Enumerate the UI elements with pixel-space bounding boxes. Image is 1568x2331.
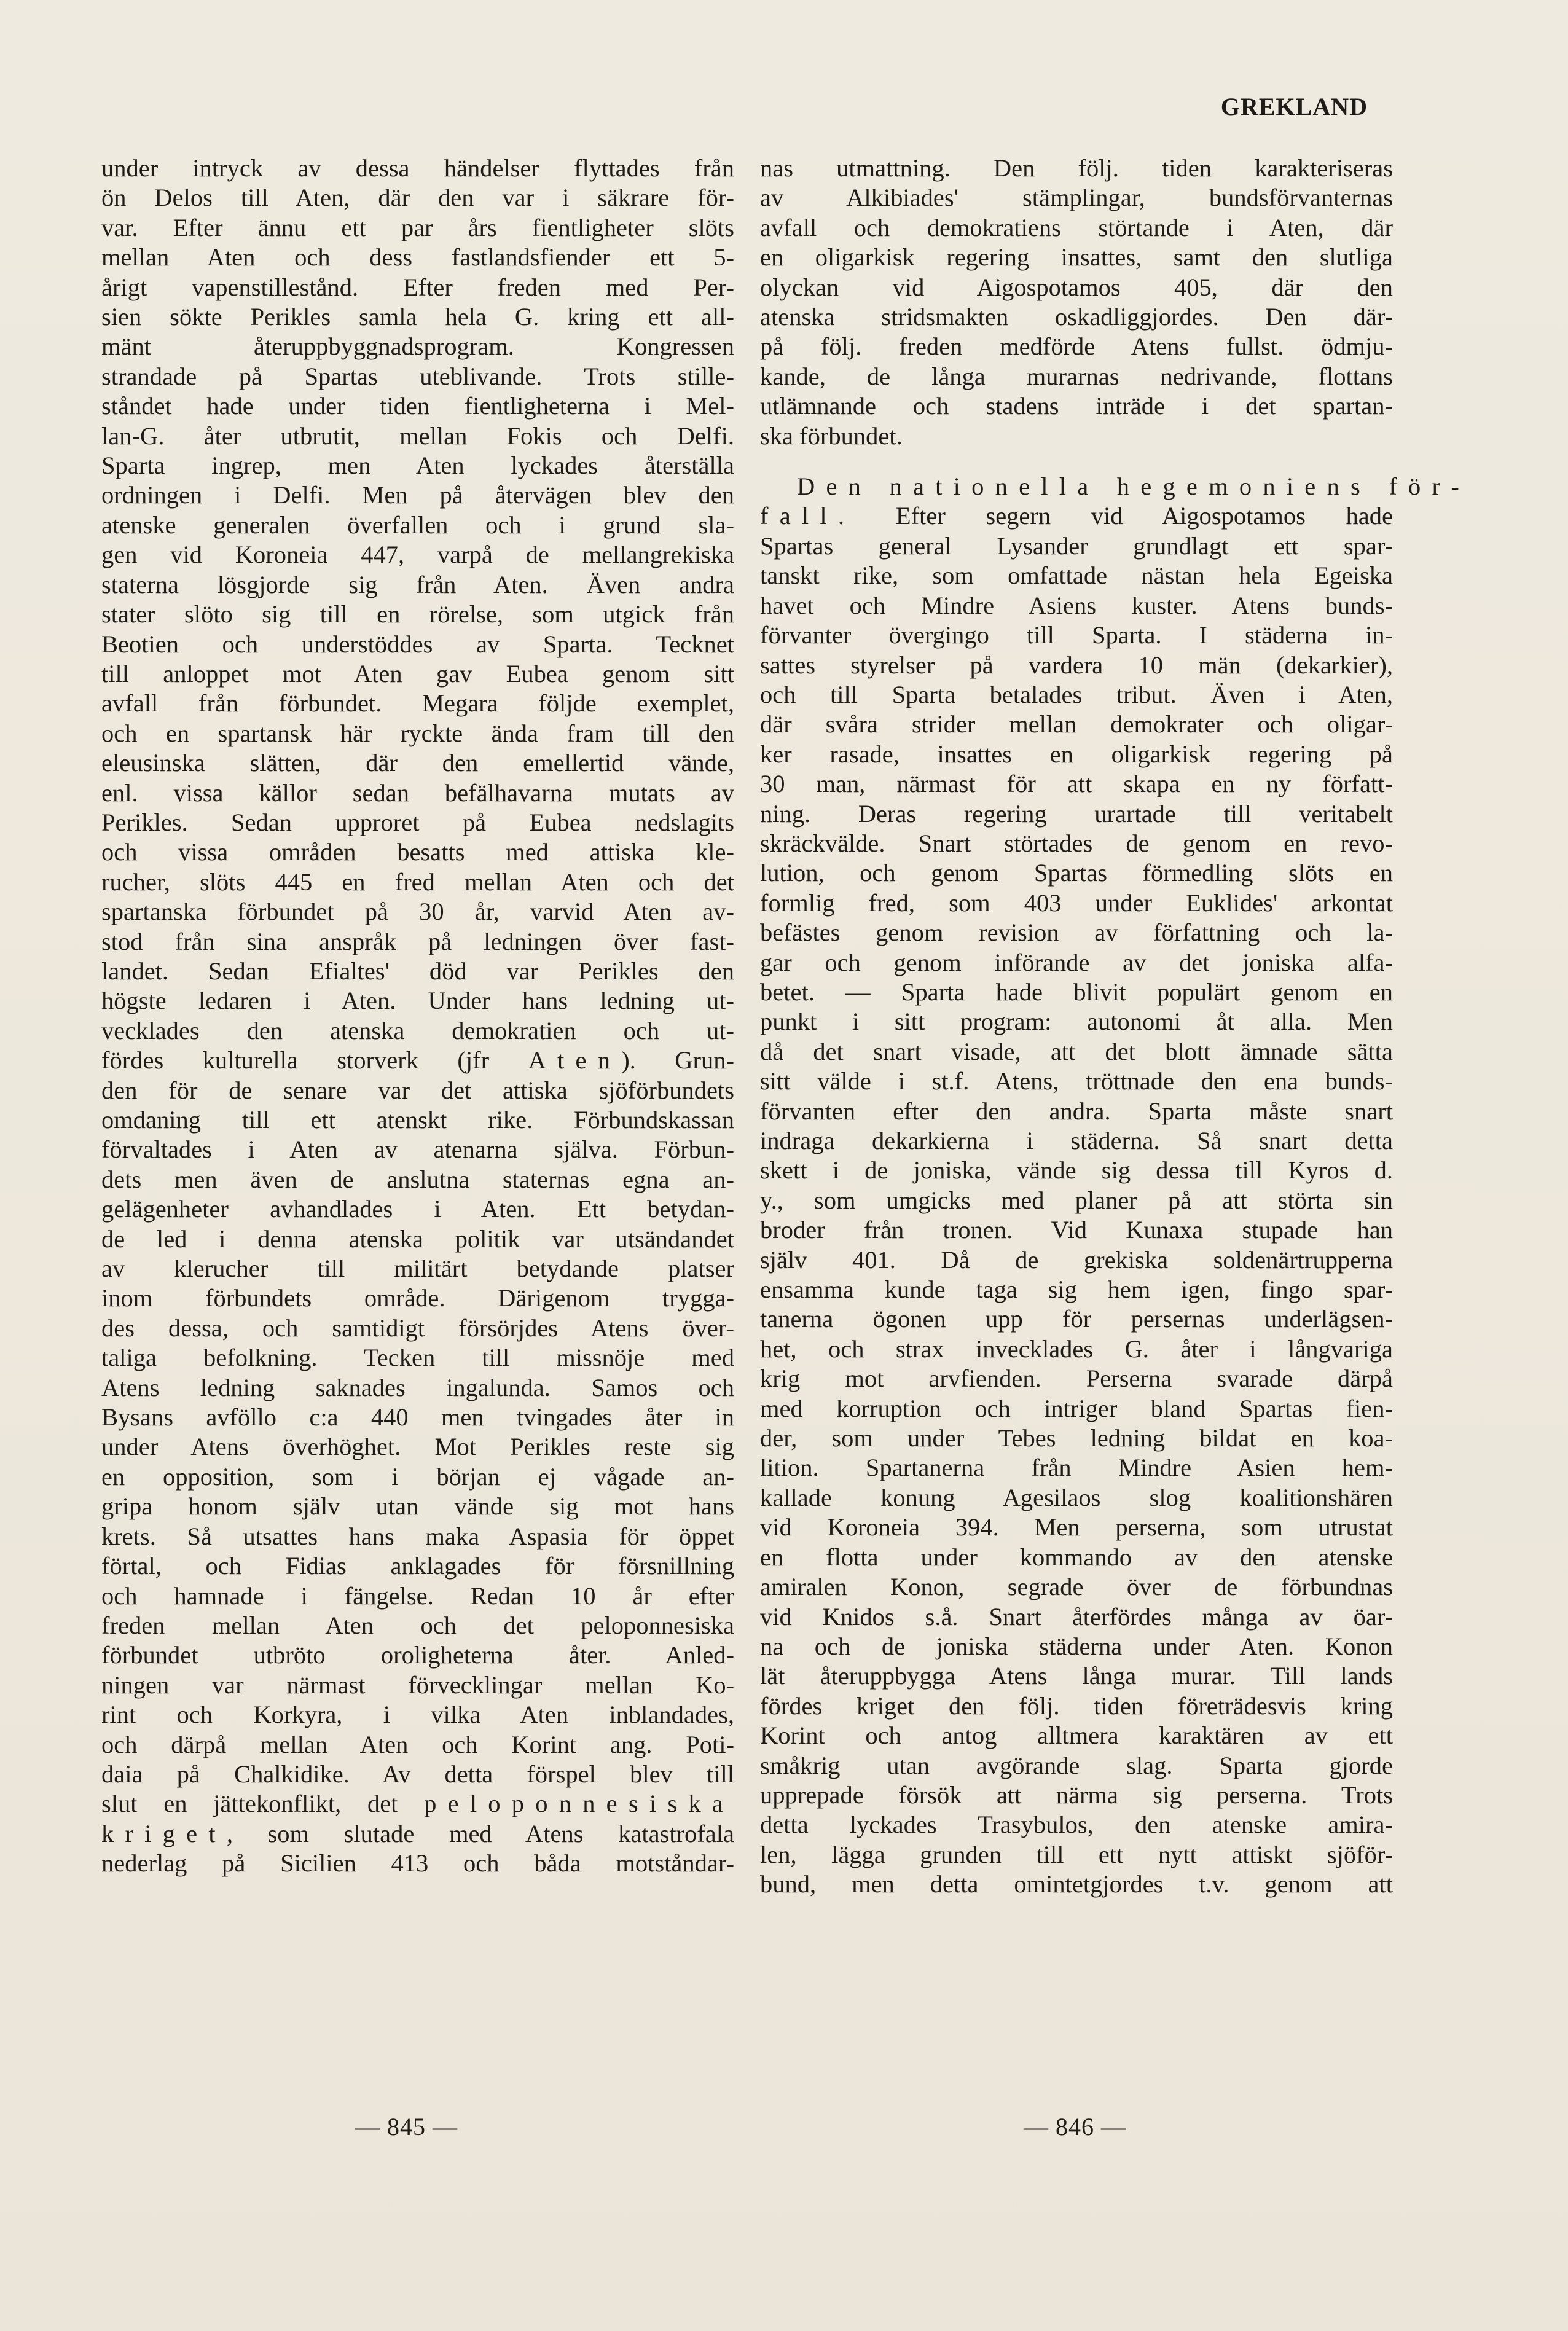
- body-line: [101, 1819, 734, 1849]
- body-line: des dessa, och samtidigt försörjdes Atens över-: [101, 1314, 734, 1342]
- body-line: atenska stridsmakten oskadliggjordes. Den där-: [760, 303, 1393, 331]
- body-line: [101, 1789, 734, 1819]
- body-line: gripa honom själv utan vände sig mot hans: [101, 1492, 734, 1521]
- body-line: spartanska förbundet på 30 år, varvid Aten av-: [101, 898, 734, 926]
- body-line: na och de joniska städerna under Aten. Konon: [760, 1632, 1393, 1660]
- body-line: förtal, och Fidias anklagades för försnillning: [101, 1552, 734, 1580]
- body-line: förbundet utbröto oroligheterna åter. Anled-: [101, 1641, 734, 1669]
- body-line: årigt vapenstillestånd. Efter freden med Per-: [101, 273, 734, 301]
- running-header: GREKLAND: [1220, 93, 1368, 120]
- line-fragment: ). Grun-: [621, 1046, 734, 1075]
- section-heading-continuation-line: [760, 501, 1393, 531]
- body-line: krets. Så utsattes hans maka Aspasia för öppet: [101, 1522, 734, 1550]
- body-line: en flotta under kommando av den atenske: [760, 1543, 1393, 1571]
- body-line: då det snart visade, att det blott ämnade sätta: [760, 1037, 1393, 1065]
- body-line: förvanten efter den andra. Sparta måste snart: [760, 1097, 1393, 1125]
- body-line: punkt i sitt program: autonomi åt alla. Men: [760, 1008, 1393, 1036]
- body-line: förvanter övergingo till Sparta. I städerna in-: [760, 621, 1393, 649]
- body-line: och hamnade i fängelse. Redan 10 år efter: [101, 1581, 734, 1610]
- body-line: kallade konung Agesilaos slog koalitionshären: [760, 1483, 1393, 1511]
- body-line: olyckan vid Aigospotamos 405, där den: [760, 273, 1393, 301]
- body-line: 30 man, närmast för att skapa en ny författ-: [760, 770, 1393, 798]
- body-line: upprepade försök att närma sig perserna. Trots: [760, 1781, 1393, 1809]
- body-line: Beotien och understöddes av Sparta. Tecknet: [101, 630, 734, 658]
- body-line: broder från tronen. Vid Kunaxa stupade han: [760, 1216, 1393, 1244]
- body-line: lan-G. åter utbrutit, mellan Fokis och Delfi.: [101, 421, 734, 450]
- body-line: Spartas general Lysander grundlagt ett spar-: [760, 531, 1393, 560]
- body-line: gen vid Koroneia 447, varpå de mellangrekiska: [101, 541, 734, 569]
- body-line: mänt återuppbyggnadsprogram. Kongressen: [101, 332, 734, 361]
- body-line: betet. — Sparta hade blivit populärt genom en: [760, 977, 1393, 1006]
- line-fragment: slut en jättekonflikt, det: [101, 1790, 425, 1818]
- body-line: krig mot arvfienden. Perserna svarade därpå: [760, 1365, 1393, 1393]
- body-line: ensamma kunde taga sig hem igen, fingo spar-: [760, 1275, 1393, 1304]
- body-line: len, lägga grunden till ett nytt attiskt sjöför-: [760, 1840, 1393, 1868]
- body-line: fördes kriget den följ. tiden företrädesvis kring: [760, 1691, 1393, 1720]
- body-line: ning. Deras regering urartade till veritabelt: [760, 799, 1393, 828]
- body-line: freden mellan Aten och det peloponnesiska: [101, 1611, 734, 1639]
- body-line: stater slöto sig till en rörelse, som utgick från: [101, 600, 734, 629]
- body-line: omdaning till ett atenskt rike. Förbundskassan: [101, 1106, 734, 1134]
- paragraph-gap: [760, 451, 1393, 472]
- body-line: rucher, slöts 445 en fred mellan Aten och det: [101, 868, 734, 896]
- body-line: gar och genom införande av det joniska alfa-: [760, 948, 1393, 976]
- body-line: de led i denna atenska politik var utsändandet: [101, 1224, 734, 1253]
- body-line: nederlag på Sicilien 413 och båda motståndar-: [101, 1849, 734, 1878]
- section-heading-spaced: Den nationella hegemoniens för-: [797, 472, 1471, 501]
- body-line: strandade på Spartas uteblivande. Trots stille-: [101, 362, 734, 390]
- right-column: [760, 154, 1471, 1900]
- body-line: vid Knidos s.å. Snart återfördes många av öar-: [760, 1602, 1393, 1631]
- body-line: havet och Mindre Asiens kuster. Atens bunds-: [760, 591, 1393, 619]
- body-line: detta lyckades Trasybulos, den atenske amira-: [760, 1811, 1393, 1839]
- body-line: nas utmattning. Den följ. tiden karakteriseras: [760, 154, 1393, 182]
- body-line: med korruption och intriger bland Spartas fien-: [760, 1394, 1393, 1422]
- spaced-term: Aten: [528, 1046, 622, 1075]
- body-line: till anloppet mot Aten gav Eubea genom sitt: [101, 659, 734, 688]
- body-line: Korint och antog alltmera karaktären av ett: [760, 1722, 1393, 1750]
- body-line: av Alkibiades' stämplingar, bundsförvanternas: [760, 184, 1393, 212]
- body-line: ker rasade, insattes en oligarkisk regering på: [760, 740, 1393, 768]
- body-line: av klerucher till militärt betydande platser: [101, 1255, 734, 1283]
- body-line: taliga befolkning. Tecken till missnöje med: [101, 1344, 734, 1372]
- body-line: befästes genom revision av författning och la-: [760, 919, 1393, 947]
- body-line: bund, men detta omintetgjordes t.v. genom att: [760, 1870, 1393, 1898]
- body-line: y., som umgicks med planer på att störta sin: [760, 1186, 1393, 1214]
- body-line: ningen var närmast förvecklingar mellan Ko-: [101, 1671, 734, 1699]
- body-line: staterna lösgjorde sig från Aten. Även andra: [101, 570, 734, 598]
- body-line: en opposition, som i början ej vågade an-: [101, 1462, 734, 1491]
- section-heading-line: [760, 472, 1471, 501]
- body-line: avfall och demokratiens störtande i Aten, där: [760, 213, 1393, 241]
- body-line: och vissa områden besatts med attiska kle-: [101, 838, 734, 866]
- page-number-left: — 845 —: [355, 2113, 458, 2141]
- body-line: Bysans avföllo c:a 440 men tvingades åter in: [101, 1403, 734, 1432]
- spaced-term: kriget: [101, 1819, 227, 1847]
- body-line: utlämnande och stadens inträde i det spartan-: [760, 392, 1393, 420]
- body-line: ska förbundet.: [760, 421, 903, 450]
- right-paragraph-1: [760, 154, 1393, 451]
- section-heading-end: fall.: [760, 502, 856, 530]
- body-line: skett i de joniska, vände sig dessa till Kyros d.: [760, 1156, 1393, 1185]
- body-line: daia på Chalkidike. Av detta förspel blev till: [101, 1760, 734, 1788]
- body-line: och en spartansk här ryckte ända fram till den: [101, 719, 734, 747]
- body-line: högste ledaren i Aten. Under hans ledning ut-: [101, 987, 734, 1015]
- left-column: [101, 154, 734, 1879]
- body-line: under Atens överhöghet. Mot Perikles reste sig: [101, 1433, 734, 1461]
- body-line-text: Efter segern vid Aigospotamos hade: [895, 502, 1393, 530]
- body-line: förvaltades i Aten av atenarna själva. Förbun-: [101, 1135, 734, 1164]
- body-line: stod från sina anspråk på ledningen över fast-: [101, 927, 734, 955]
- body-line: dets men även de anslutna staternas egna an-: [101, 1165, 734, 1193]
- body-line: ståndet hade under tiden fientligheterna i Mel-: [101, 392, 734, 420]
- body-line: lät återuppbygga Atens långa murar. Till lands: [760, 1662, 1393, 1690]
- body-line: atenske generalen överfallen och i grund sla-: [101, 511, 734, 539]
- body-line: amiralen Konon, segrade över de förbundnas: [760, 1573, 1393, 1601]
- page-number-right: — 846 —: [1024, 2113, 1126, 2141]
- body-line: där svåra strider mellan demokrater och oligar-: [760, 710, 1393, 738]
- body-line: vecklades den atenska demokratien och ut-: [101, 1016, 734, 1044]
- body-line: sattes styrelser på vardera 10 män (dekarkier),: [760, 651, 1393, 679]
- body-line: och till Sparta betalades tribut. Även i Aten,: [760, 680, 1393, 708]
- body-line: ön Delos till Aten, där den var i säkrare för-: [101, 184, 734, 212]
- body-line: Atens ledning saknades ingalunda. Samos och: [101, 1373, 734, 1401]
- body-line: Sparta ingrep, men Aten lyckades återställa: [101, 452, 734, 480]
- body-line: ordningen i Delfi. Men på återvägen blev den: [101, 481, 734, 509]
- body-line: och därpå mellan Aten och Korint ang. Poti-: [101, 1730, 734, 1758]
- body-line: formlig fred, som 403 under Euklides' arkontat: [760, 888, 1393, 917]
- right-paragraph-2: [760, 531, 1393, 1900]
- spaced-term: peloponnesiska: [424, 1790, 734, 1818]
- body-line: vid Koroneia 394. Men perserna, som utrustat: [760, 1513, 1393, 1542]
- body-line: småkrig utan avgörande slag. Sparta gjorde: [760, 1751, 1393, 1779]
- body-line: skräckvälde. Snart störtades de genom en revo-: [760, 829, 1393, 857]
- body-line: indraga dekarkierna i städerna. Så snart detta: [760, 1127, 1393, 1154]
- body-line: inom förbundets område. Därigenom trygga-: [101, 1284, 734, 1312]
- line-fragment: fördes kulturella storverk (jfr: [101, 1046, 528, 1075]
- body-line: den för de senare var det attiska sjöförbundets: [101, 1076, 734, 1104]
- body-line: het, och strax invecklades G. åter i långvariga: [760, 1334, 1393, 1363]
- body-line: tanerna ögonen upp för persernas underlägsen-: [760, 1305, 1393, 1333]
- body-line: lution, och genom Spartas förmedling slöts en: [760, 859, 1393, 887]
- body-line: på följ. freden medförde Atens fullst. ödmju-: [760, 332, 1393, 361]
- body-line: var. Efter ännu ett par års fientligheter slöts: [101, 213, 734, 241]
- body-line: sitt välde i st.f. Atens, tröttnade den ena bunds-: [760, 1067, 1393, 1095]
- body-line: en oligarkisk regering insattes, samt den slutliga: [760, 243, 1393, 272]
- body-line: tanskt rike, som omfattade nästan hela Egeiska: [760, 562, 1393, 590]
- body-line: avfall från förbundet. Megara följde exemplet,: [101, 689, 734, 718]
- body-line: själv 401. Då de grekiska soldenärtrupperna: [760, 1245, 1393, 1274]
- body-line: eleusinska slätten, där den emellertid vände,: [101, 749, 734, 777]
- body-line: kande, de långa murarnas nedrivande, flottans: [760, 362, 1393, 390]
- body-line: Perikles. Sedan upproret på Eubea nedslagits: [101, 808, 734, 836]
- body-line: [101, 1046, 734, 1075]
- body-line: sien sökte Perikles samla hela G. kring ett all-: [101, 303, 734, 331]
- body-line: landet. Sedan Efialtes' död var Perikles den: [101, 957, 734, 985]
- body-line: mellan Aten och dess fastlandsfiender ett 5-: [101, 243, 734, 272]
- line-fragment: , som slutade med Atens katastrofala: [226, 1819, 734, 1847]
- body-line: enl. vissa källor sedan befälhavarna mutats av: [101, 778, 734, 807]
- body-line: der, som under Tebes ledning bildat en koa-: [760, 1424, 1393, 1452]
- body-line: under intryck av dessa händelser flyttades från: [101, 154, 734, 182]
- body-line: lition. Spartanerna från Mindre Asien hem-: [760, 1454, 1393, 1482]
- body-line: rint och Korkyra, i vilka Aten inblandades,: [101, 1701, 734, 1729]
- body-line: gelägenheter avhandlades i Aten. Ett betydan-: [101, 1195, 734, 1223]
